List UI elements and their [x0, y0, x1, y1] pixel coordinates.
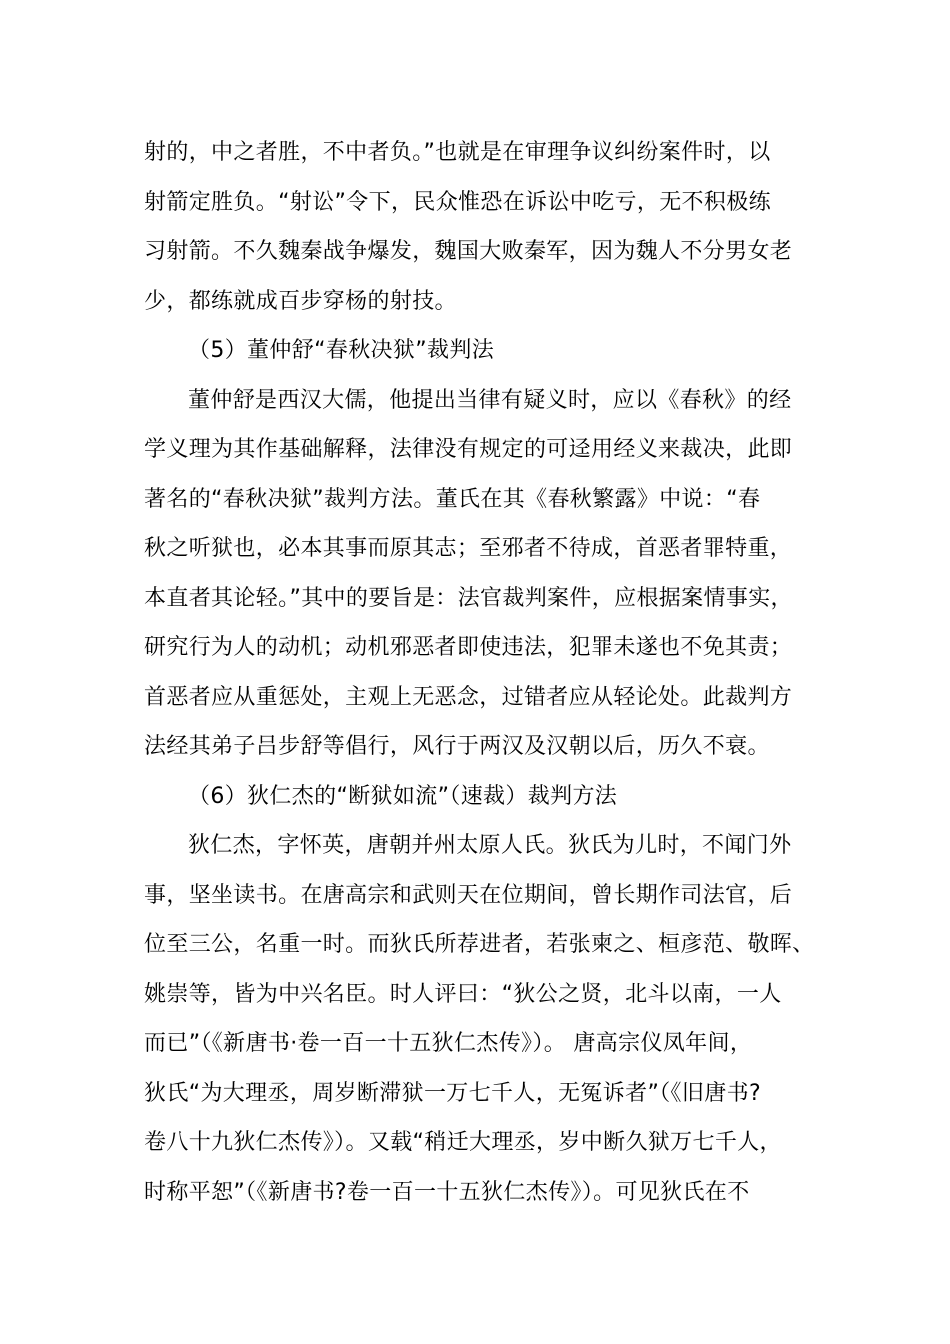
text-line: 狄氏“为大理丞，周岁断滞狱一万七千人，无冤诉者”（《旧唐书?: [144, 1080, 761, 1106]
text-line: 射箭定胜负。“射讼”令下，民众惟恐在诉讼中吃亏，无不积极练: [144, 189, 771, 215]
text-line: （5）董仲舒“春秋决狱”裁判法: [188, 338, 495, 363]
text-line: 卷八十九狄仁杰传》）。又载“稍迁大理丞，岁中断久狱万七千人，: [144, 1130, 782, 1155]
text-line: 少，都练就成百步穿杨的射技。: [144, 288, 457, 314]
text-line: 著名的“春秋决狱”裁判方法。董氏在其《春秋繁露》中说：“春: [144, 486, 761, 512]
text-line: 而已”（《新唐书·卷一百一十五狄仁杰传》）。 唐高宗仪凤年间，: [144, 1031, 753, 1056]
text-line: 本直者其论轻。”其中的要旨是：法官裁判案件，应根据案情事实，: [144, 585, 793, 611]
text-line: 学义理为其作基础解释，法律没有规定的可迳用经义来裁决，此即: [144, 437, 793, 462]
text-line: 姚崇等，皆为中兴名臣。时人评曰：“狄公之贤，北斗以南，一人: [144, 981, 782, 1007]
text-line: 时称平恕”（《新唐书?卷一百一十五狄仁杰传》）。可见狄氏在不: [144, 1179, 750, 1205]
text-line: 法经其弟子吕步舒等倡行，风行于两汉及汉朝以后，历久不衰。: [144, 734, 770, 759]
text-line: 习射箭。不久魏秦战争爆发，魏国大败秦军，因为魏人不分男女老: [144, 239, 793, 264]
text-line: 射的，中之者胜，不中者负。”也就是在审理争议纠纷案件时，以: [144, 140, 771, 165]
text-line: （6）狄仁杰的“断狱如流”（速裁）裁判方法: [188, 783, 618, 809]
text-line: 事，坚坐读书。在唐高宗和武则天在位期间，曾长期作司法官，后: [144, 882, 793, 908]
text-line: 狄仁杰，字怀英，唐朝并州太原人氏。狄氏为儿时，不闻门外: [188, 833, 792, 858]
text-line: 位至三公，名重一时。而狄氏所荐进者，若张柬之、桓彦范、敬晖、: [144, 932, 815, 957]
text-line: 研究行为人的动机；动机邪恶者即使违法，犯罪未遂也不免其责；: [144, 635, 793, 660]
text-line: 秋之听狱也，必本其事而原其志；至邪者不待成，首恶者罪特重，: [144, 536, 793, 561]
document-body: [144, 128, 824, 1217]
text-line: 首恶者应从重惩处，主观上无恶念，过错者应从轻论处。此裁判方: [144, 684, 793, 710]
text-line: 董仲舒是西汉大儒，他提出当律有疑义时，应以《春秋》的经: [188, 387, 792, 413]
